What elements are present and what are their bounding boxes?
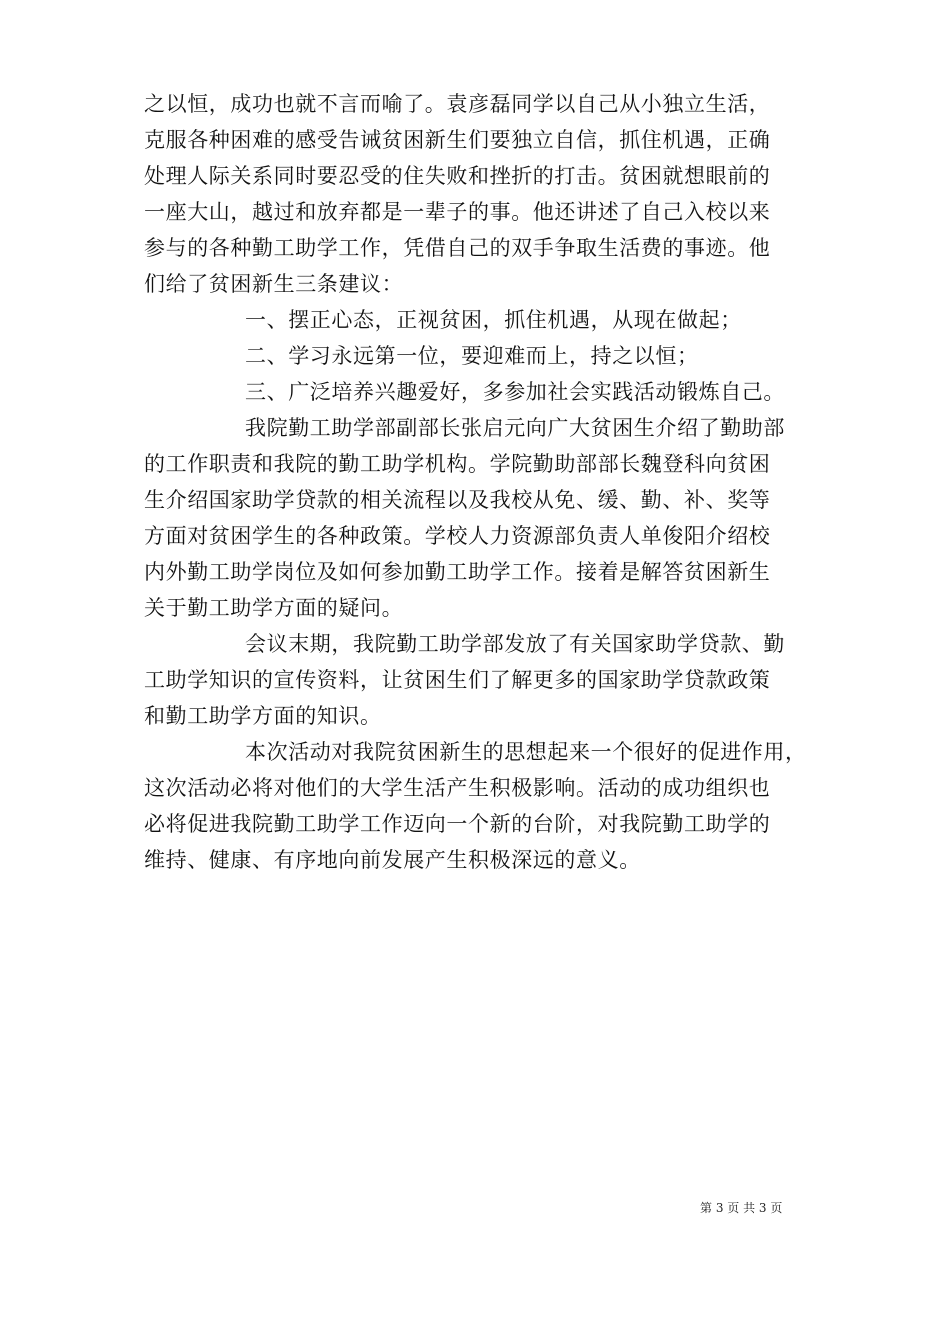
suggestion-item: 三、广泛培养兴趣爱好，多参加社会实践活动锻炼自己。 — [245, 380, 785, 404]
text-line: 参与的各种勤工助学工作，凭借自己的双手争取生活费的事迹。他 — [144, 236, 771, 260]
text-line: 工助学知识的宣传资料，让贫困生们了解更多的国家助学贷款政策 — [144, 668, 771, 692]
text-line: 维持、健康、有序地向前发展产生积极深远的意义。 — [144, 848, 641, 872]
text-line: 处理人际关系同时要忍受的住失败和挫折的打击。贫困就想眼前的 — [144, 164, 771, 188]
text-line: 方面对贫困学生的各种政策。学校人力资源部负责人单俊阳介绍校 — [144, 524, 771, 548]
text-line: 生介绍国家助学贷款的相关流程以及我校从免、缓、勤、补、奖等 — [144, 488, 771, 512]
text-line: 和勤工助学方面的知识。 — [144, 704, 382, 728]
text-line: 必将促进我院勤工助学工作迈向一个新的台阶，对我院勤工助学的 — [144, 812, 771, 836]
paragraph-start: 我院勤工助学部副部长张启元向广大贫困生介绍了勤助部 — [245, 416, 785, 440]
body-text — [144, 86, 816, 878]
paragraph-start: 会议末期，我院勤工助学部发放了有关国家助学贷款、勤 — [245, 632, 785, 656]
suggestion-item: 一、摆正心态，正视贫困，抓住机遇，从现在做起； — [245, 308, 742, 332]
paragraph-start: 本次活动对我院贫困新生的思想起来一个很好的促进作用， — [245, 740, 807, 764]
page-number: 第 3 页 共 3 页 — [700, 1201, 783, 1215]
text-line: 之以恒，成功也就不言而喻了。袁彦磊同学以自己从小独立生活， — [144, 92, 771, 116]
text-line: 这次活动必将对他们的大学生活产生积极影响。活动的成功组织也 — [144, 776, 771, 800]
text-line: 一座大山，越过和放弃都是一辈子的事。他还讲述了自己入校以来 — [144, 200, 771, 224]
text-line: 们给了贫困新生三条建议： — [144, 272, 404, 296]
text-line: 克服各种困难的感受告诫贫困新生们要独立自信，抓住机遇，正确 — [144, 128, 771, 152]
text-line: 关于勤工助学方面的疑问。 — [144, 596, 404, 620]
text-line: 的工作职责和我院的勤工助学机构。学院勤助部部长魏登科向贫困 — [144, 452, 771, 476]
suggestion-item: 二、学习永远第一位，要迎难而上，持之以恒； — [245, 344, 699, 368]
text-line: 内外勤工助学岗位及如何参加勤工助学工作。接着是解答贫困新生 — [144, 560, 771, 584]
